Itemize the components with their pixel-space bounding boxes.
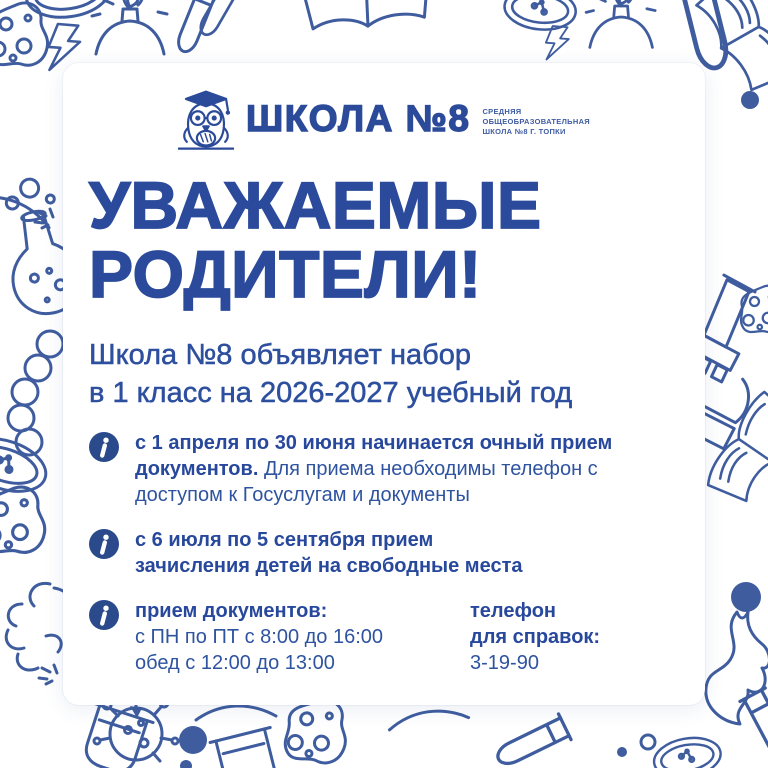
enrollment-announcement-line1: Школа №8 объявляет набор [89,338,471,371]
page-title-line1: УВАЖАЕМЫЕ [89,168,542,242]
phone-number: 3-19-90 [470,652,539,675]
info-icon [89,600,119,630]
list-item-text [135,527,523,579]
school-logo [89,87,679,151]
list-item-regular-text: Для приема необходимы телефон с доступом к Госуслугам и документы [135,458,598,507]
page-title [89,168,679,312]
list-item-documents-intake [89,430,679,508]
page-title-line2: РОДИТЕЛИ! [89,237,482,312]
enrollment-announcement-line2: в 1 класс на 2026-2027 учебный год [89,376,573,409]
owl-graduate-icon [178,88,234,150]
list-item-bold-text: с 1 апреля по 30 июня начинается очный прием документов. [135,432,613,481]
enrollment-announcement [89,336,679,413]
phone-label-line: телефон [470,600,557,623]
office-hours-title: прием документов: [135,600,328,623]
school-descriptor-line: ОБЩЕОБРАЗОВАТЕЛЬНАЯ [482,116,590,126]
school-descriptor-line: СРЕДНЯЯ [482,106,522,116]
office-hours-line: с ПН по ПТ с 8:00 до 16:00 [135,626,384,649]
list-item-free-places [89,527,679,579]
list-item-text [135,430,679,508]
list-item-bold-text: зачисления детей на свободные места [135,555,523,578]
phone-label-line: для справок: [470,626,601,649]
list-item-bold-text: с 6 июля по 5 сентября прием [135,529,434,552]
school-name: ШКОЛА №8 [246,98,471,139]
announcement-card [63,63,705,705]
list-item-office-hours [89,598,679,676]
school-descriptor [482,107,590,137]
school-descriptor-line: ШКОЛА №8 Г. ТОПКИ [482,127,566,137]
info-icon [89,432,119,462]
info-icon [89,529,119,559]
office-hours-line: обед с 12:00 до 13:00 [135,652,335,675]
info-list [89,430,679,676]
office-hours-text [135,598,470,676]
phone-block [470,598,600,676]
